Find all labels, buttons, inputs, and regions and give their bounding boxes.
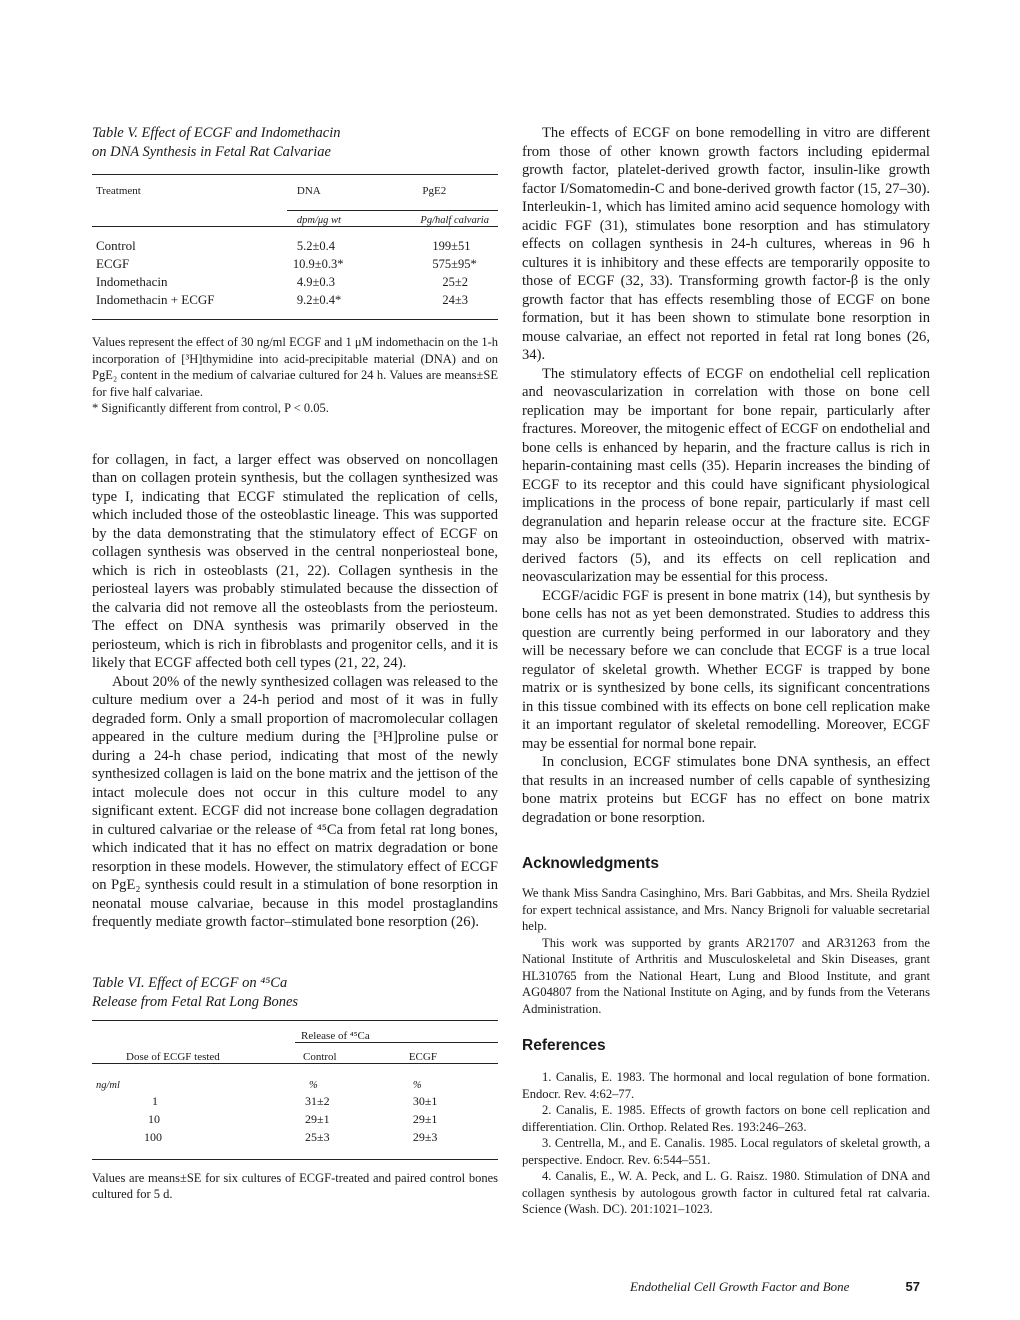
reference-list — [522, 1069, 930, 1218]
running-title: Endothelial Cell Growth Factor and Bone — [630, 1279, 850, 1294]
paragraph: The stimulatory effects of ECGF on endothelial cell replication and neovascularization in correlation with those on bone cell replication may be important for bone repair, particularly after fractures. Moreover, the mitogenic effect of ECGF on endothelial and bone cells is enhanced by heparin, and the fracture callus is rich in heparin-containing mast cells (35). Heparin increases the binding of ECGF to its receptor and this could have significant physiological implications in the process of bone repair, particularly if mast cell degranulation and heparin release occur at the fracture site. ECGF may also be important in osteoinduction, observed with matrix-derived factors (5), and its effects on cell replication and neovascularization may be essential for this process. — [522, 365, 930, 585]
acknowledgments-section — [522, 855, 930, 1017]
table-6-grid — [92, 1020, 498, 1160]
left-body-text — [92, 451, 498, 932]
table-row: Indomethacin 4.9±0.3 25±2 — [96, 273, 469, 289]
table-header-row: Dose of ECGF tested Control ECGF — [126, 1050, 437, 1063]
left-column — [92, 124, 498, 1203]
table-6-note: Values are means±SE for six cultures of ECGF-treated and paired control bones cultured for 5 d. — [92, 1170, 498, 1201]
table-5-footnote: * Significantly different from control, P < 0.05. — [92, 401, 329, 415]
paragraph: This work was supported by grants AR21707 and AR31263 from the National Institute of Arthritis and Musculoskeletal and Skin Diseases, grant HL310765 from the National Heart, Lung and Blood Institute, and grant AG04807 from the National Institute on Aging, and by funds from the Veterans Administration. — [522, 935, 930, 1016]
paragraph: for collagen, in fact, a larger effect was observed on noncollagen than on collagen protein synthesis, but the collagen synthesized was type I, indicating that ECGF stimulated the replication of cells, which included those of the osteoblastic lineage. This was supported by the data demonstrating that the stimulatory effect of ECGF on collagen synthesis was observed in the central nonperiosteal bone, which is rich in osteoblasts (21, 22). Collagen synthesis in the periosteal layers was probably stimulated because the dissection of the calvaria did not remove all the osteoblasts from the periosteum. The effect on DNA synthesis was primarily observed in the periosteum, which is rich in fibroblasts and progenitor cells, and it is likely that ECGF affected both cell types (21, 22, 24). — [92, 451, 498, 671]
acknowledgments-heading: Acknowledgments — [522, 855, 659, 872]
references-heading: References — [522, 1037, 606, 1054]
table-5-grid — [92, 174, 498, 320]
table-row: 1 31±2 30±1 — [152, 1094, 438, 1108]
right-column — [522, 124, 930, 1218]
page-footer — [630, 1279, 920, 1295]
table-row: 100 25±3 29±3 — [144, 1130, 438, 1144]
paragraph: ECGF/acidic FGF is present in bone matrix (14), but synthesis by bone cells has not as yet been demonstrated. Studies to address this question are currently being performed in our laboratory and they will be necessary before we can conclude that ECGF is a true local regulator of skeletal growth. Whether ECGF is trapped by bone matrix or is synthesized by bone cells, its significant concentrations in this tissue combined with its effects on bone cell replication make it an important regulator of skeletal remodelling. Moreover, ECGF may be essential for normal bone repair. — [522, 587, 930, 752]
col-group-header: Release of ⁴⁵Ca — [301, 1030, 370, 1042]
table-5-note: Values represent the effect of 30 ng/ml ECGF and 1 μM indomethacin on the 1-h incorporation of [³H]thymidine into acid-precipitable material (DNA) and on PgE₂ content in the medium of calvariae cultured for 24 h. Values are means±SE for five half calvariae. — [92, 335, 498, 399]
reference-item: 1. Canalis, E. 1983. The hormonal and local regulation of bone formation. Endocr. Rev. 4:62–77. — [522, 1070, 930, 1101]
table-units-row: ng/ml % % — [96, 1080, 422, 1091]
table-row: 10 29±1 29±1 — [148, 1112, 438, 1126]
reference-item: 3. Centrella, M., and E. Canalis. 1985. Local regulators of skeletal growth, a perspective. Endocr. Rev. 6:544–551. — [522, 1136, 930, 1167]
page-number: 57 — [905, 1279, 920, 1294]
table-6 — [92, 974, 498, 1203]
col-header-pge2: PgE2 — [422, 184, 447, 197]
table-row: Indomethacin + ECGF 9.2±0.4* 24±3 — [96, 291, 469, 307]
reference-item: 4. Canalis, E., W. A. Peck, and L. G. Raisz. 1980. Stimulation of DNA and collagen synthesis by autologous growth factor in cultured fetal rat calvaria. Science (Wash. DC). 201:1021–1023. — [522, 1169, 930, 1216]
paragraph: In conclusion, ECGF stimulates bone DNA synthesis, an effect that results in an increased number of cells capable of synthesizing bone matrix proteins but ECGF has no effect on bone matrix degradation or bone resorption. — [522, 754, 930, 826]
col-header-treatment: Treatment — [96, 184, 141, 197]
table-5 — [92, 124, 498, 417]
paragraph: The effects of ECGF on bone remodelling in vitro are different from those of other known growth factors including epidermal growth factor, platelet-derived growth factor, insulin-like growth factor I/Somatomedin-C and bone-derived growth factor (15, 27–30). Interleukin-1, which has limited amino acid sequence homology with acidic FGF (31), stimulates bone resorption and has stimulatory effects on collagen synthesis in 24-h cultures, whereas in 96 h cultures it is inhibitory and these effects are temporarily opposite to those of ECGF (32, 33). Transforming growth factor-β is the only growth factor that has effects resembling those of ECGF on bone formation, but it has been shown to stimulate bone resorption in mouse calvariae, an effect not reported in fetal rat long bones (26, 34). — [522, 125, 930, 363]
table-header-row — [92, 185, 498, 197]
table-row: ECGF 10.9±0.3* 575±95* — [96, 255, 477, 271]
table-6-caption: Table VI. Effect of ECGF on ⁴⁵Ca Release from Fetal Rat Long Bones — [92, 974, 299, 1010]
references-section — [522, 1037, 930, 1218]
table-row: Control 5.2±0.4 199±51 — [96, 237, 471, 253]
reference-item: 2. Canalis, E. 1985. Effects of growth factors on bone cell replication and differentiation. Clin. Orthop. Related Res. 193:246–263. — [522, 1103, 930, 1134]
paragraph: About 20% of the newly synthesized collagen was released to the culture medium over a 24-h period and most of it was in fully degraded form. Only a small proportion of macromolecular collagen appeared in the culture medium during the [³H]proline pulse or during a 24-h chase period, indicating that most of the newly synthesized collagen is laid on the bone matrix and the jettison of the intact molecule does not occur in this culture model to any significant extent. ECGF did not increase bone collagen degradation in cultured calvariae or the release of ⁴⁵Ca from fetal rat long bones, which indicated that it has no effect on matrix degradation or bone resorption in these models. However, the stimulatory effect of ECGF on PgE₂ synthesis could result in a stimulation of bone resorption in neonatal mouse calvariae, because in this model prostaglandins frequently mediate growth factor–stimulated bone resorption (26). — [92, 673, 498, 930]
table-5-caption: Table V. Effect of ECGF and Indomethacin on DNA Synthesis in Fetal Rat Calvariae — [92, 125, 341, 160]
table-units-row: dpm/μg wt Pg/half calvaria — [296, 215, 489, 226]
col-header-dna: DNA — [296, 184, 321, 197]
paragraph: We thank Miss Sandra Casinghino, Mrs. Bari Gabbitas, and Mrs. Sheila Rydziel for expert technical assistance, and Mrs. Nancy Brignoli for valuable secretarial help. — [522, 886, 930, 933]
right-body-text — [522, 124, 930, 827]
